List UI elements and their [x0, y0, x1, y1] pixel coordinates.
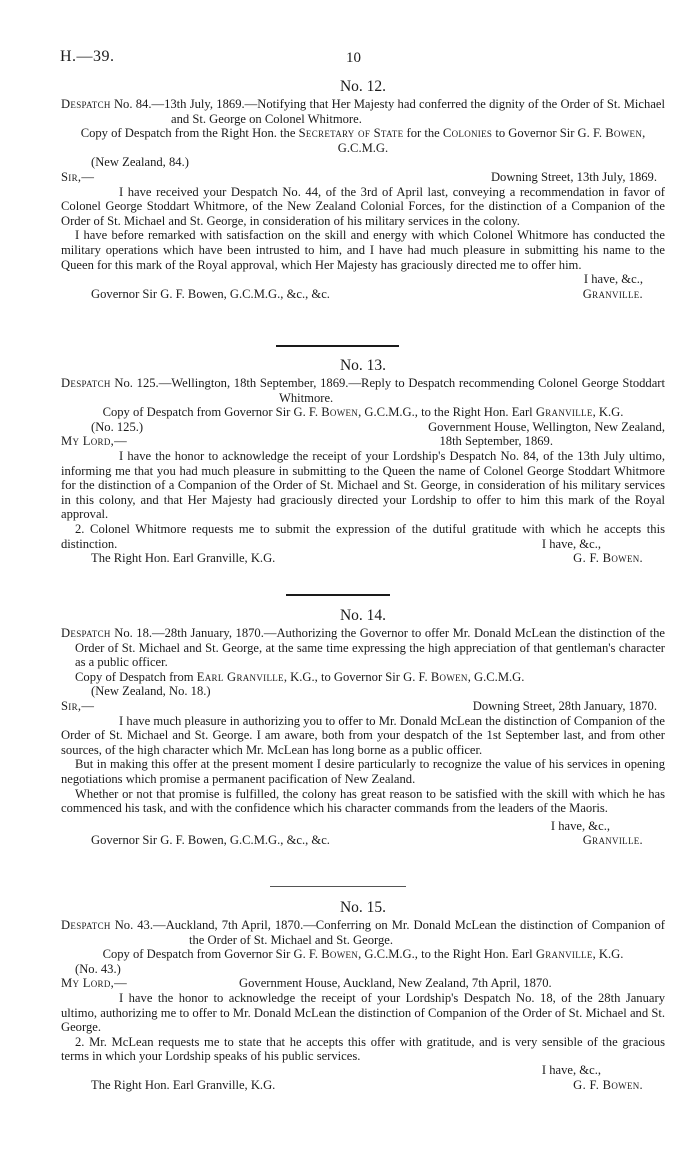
despatch-title: No. 13. [339, 357, 387, 374]
salutation-row [61, 434, 665, 449]
despatch-title: No. 12. [339, 78, 387, 95]
salutation: My Lord,— [61, 434, 127, 449]
copy-text: Copy of Despatch from Governor Sir G. F. [102, 405, 322, 420]
page-number: 10 [346, 50, 361, 66]
copy-heading [61, 405, 665, 420]
copy-name: Secretary of State [298, 126, 404, 141]
copy-text: , G.C.M.G. [467, 669, 525, 684]
signature-row [61, 1078, 665, 1093]
copy-heading [61, 670, 665, 685]
signature-row [61, 287, 665, 302]
section-divider [270, 886, 406, 887]
salutation: Sir,— [61, 169, 95, 184]
signature: G. F. Bowen. [573, 551, 643, 566]
salutation: My Lord,— [61, 976, 127, 991]
copy-heading [61, 126, 665, 155]
section-divider [286, 594, 390, 596]
copy-text: , G.C.M.G., to the Right Hon. Earl [358, 947, 536, 962]
closing: I have, &c., [541, 1062, 601, 1077]
paragraph: I have the honor to acknowledge the receipt of your Lordship's Despatch No. 84, of the 13th July ultimo, informing me that you had much pleasure in submitting to the Queen the name of Colonel George Stoddart Whitmore for the distinction of a Companion of the Order of St. Michael and St. George, in consideration of his military services in this colony, and that Her Majesty had graciously directed your Lordship to offer to him this mark of the Royal approval. [61, 448, 665, 522]
reference-number: (New Zealand, 84.) [91, 155, 189, 170]
reference-number: (No. 125.) [91, 419, 144, 434]
despatch-label: Despatch [61, 918, 111, 932]
despatch-label: Despatch [61, 626, 111, 640]
place-date: Downing Street, 28th January, 1870. [472, 698, 657, 713]
summary-text: No. 125.—Wellington, 18th September, 1869.—Reply to Despatch recommending Colonel George Stoddart Whitmore. [114, 376, 665, 405]
despatch-title: No. 15. [339, 899, 387, 916]
copy-heading [61, 947, 665, 962]
copy-name: Earl Granville [196, 669, 284, 684]
place-date: Downing Street, 13th July, 1869. [490, 169, 657, 184]
despatch-no-12 [61, 78, 665, 301]
salutation-row [61, 976, 665, 991]
section-divider [276, 345, 399, 347]
copy-text: , G.C.M.G. [337, 126, 646, 155]
place-line: Government House, Wellington, New Zealand, [428, 419, 665, 434]
signature: G. F. Bowen. [573, 1077, 643, 1092]
despatch-summary [61, 97, 665, 126]
addressee: Governor Sir G. F. Bowen, G.C.M.G., &c., &c. [91, 833, 330, 848]
despatch-summary [61, 626, 665, 670]
series-reference: H.—39. [60, 48, 115, 65]
reference-row [61, 420, 665, 435]
paragraph: I have much pleasure in authorizing you to offer to Mr. Donald McLean the distinction of Companion of the Order of St. Michael and St. George. I am aware, both from your despatch of the 1st September last, and from other sources, of the high character which Mr. McLean has long borne as a public officer. [61, 713, 665, 757]
despatch-label: Despatch [61, 97, 111, 111]
signature-row [61, 833, 665, 848]
closing: I have, &c., [583, 272, 643, 287]
salutation: Sir,— [61, 698, 95, 713]
copy-name: Bowen [321, 947, 359, 962]
copy-text: Copy of Despatch from [75, 669, 197, 684]
signature: Granville. [582, 286, 643, 301]
copy-text: , K.G., to Governor Sir G. F. [283, 669, 431, 684]
copy-text: for the [403, 126, 443, 141]
signature-row [61, 551, 665, 566]
paragraph: 2. Mr. McLean requests me to state that he accepts this offer with gratitude, and is very sensible of the gracious terms in which your Lordship speaks of his public services. [61, 1034, 665, 1064]
copy-name: Bowen [430, 669, 468, 684]
summary-text: No. 43.—Auckland, 7th April, 1870.—Conferring on Mr. Donald McLean the distinction of Companion of the Order of St. Michael and St. George. [114, 918, 665, 947]
copy-text: , K.G. [592, 947, 624, 962]
despatch-summary [61, 376, 665, 405]
paragraph: But in making this offer at the present moment I desire particularly to recognize the value of his services in opening negotiations which promise a permanent pacification of New Zealand. [61, 757, 665, 786]
despatch-no-15 [61, 899, 665, 1092]
copy-text: to Governor Sir G. F. [492, 126, 606, 141]
paragraph: I have received your Despatch No. 44, of the 3rd of April last, conveying a recommendation in favor of Colonel George Stoddart Whitmore, of the New Zealand Colonial Forces, for the distinction of a Companion of the Order of St. Michael and St. George, in consideration of his military services in the colony. [61, 184, 665, 228]
reference-number: (No. 43.) [75, 961, 121, 976]
paragraph: I have before remarked with satisfaction on the skill and energy with which Colonel Whitmore has conducted the military operations which have been intrusted to him, and I have had much pleasure in submitting his name to the Queen for this mark of the Royal approval, which Her Majesty has graciously directed me to offer him. [61, 228, 665, 272]
signature: Granville. [582, 833, 643, 848]
paragraph: I have the honor to acknowledge the receipt of your Lordship's Despatch No. 18, of the 28th January ultimo, authorizing me to offer to Mr. Donald McLean the distinction of Companion of the Order of St. Michael and St. George. [61, 990, 665, 1035]
despatch-no-14 [61, 607, 665, 848]
copy-text: Copy of Despatch from the Right Hon. the [80, 126, 299, 141]
despatch-no-13 [61, 357, 665, 566]
addressee: Governor Sir G. F. Bowen, G.C.M.G., &c., &c. [91, 286, 330, 301]
copy-text: Copy of Despatch from Governor Sir G. F. [102, 947, 322, 962]
despatch-summary [61, 918, 665, 947]
paragraph: Whether or not that promise is fulfilled, the colony has great reason to be satisfied with the skill with which he has commenced his task, and with the confidence which his character commands from the leaders of the Maoris. [61, 786, 665, 816]
reference-number: (New Zealand, No. 18.) [91, 684, 211, 699]
paragraph: 2. Colonel Whitmore requests me to submit the expression of the dutiful gratitude with which he accepts this distinction. [61, 521, 665, 551]
despatch-title: No. 14. [339, 607, 387, 624]
closing: I have, &c., [541, 536, 601, 551]
copy-text: , G.C.M.G., to the Right Hon. Earl [358, 405, 536, 420]
summary-text: No. 18.—28th January, 1870.—Authorizing the Governor to offer Mr. Donald McLean the distinction of the Order of St. Michael and St. George, at the same time expressing the high appreciation of that gentleman's character as a public officer. [75, 626, 666, 670]
copy-name: Bowen [605, 126, 643, 141]
copy-text: , K.G. [592, 405, 624, 420]
salutation-row [61, 699, 665, 714]
place-date: Government House, Auckland, New Zealand, 7th April, 1870. [239, 976, 552, 991]
date-line: 18th September, 1869. [439, 434, 553, 449]
copy-name: Granville [535, 405, 593, 420]
despatch-label: Despatch [61, 376, 111, 390]
addressee: The Right Hon. Earl Granville, K.G. [91, 1077, 276, 1092]
copy-name: Granville [535, 947, 593, 962]
copy-name: Bowen [321, 405, 359, 420]
copy-name: Colonies [442, 126, 493, 141]
summary-text: No. 84.—13th July, 1869.—Notifying that Her Majesty had conferred the dignity of the Order of St. Michael and St. George on Colonel Whitmore. [113, 97, 665, 126]
closing: I have, &c., [550, 818, 610, 833]
addressee: The Right Hon. Earl Granville, K.G. [91, 551, 276, 566]
salutation-row [61, 170, 665, 185]
